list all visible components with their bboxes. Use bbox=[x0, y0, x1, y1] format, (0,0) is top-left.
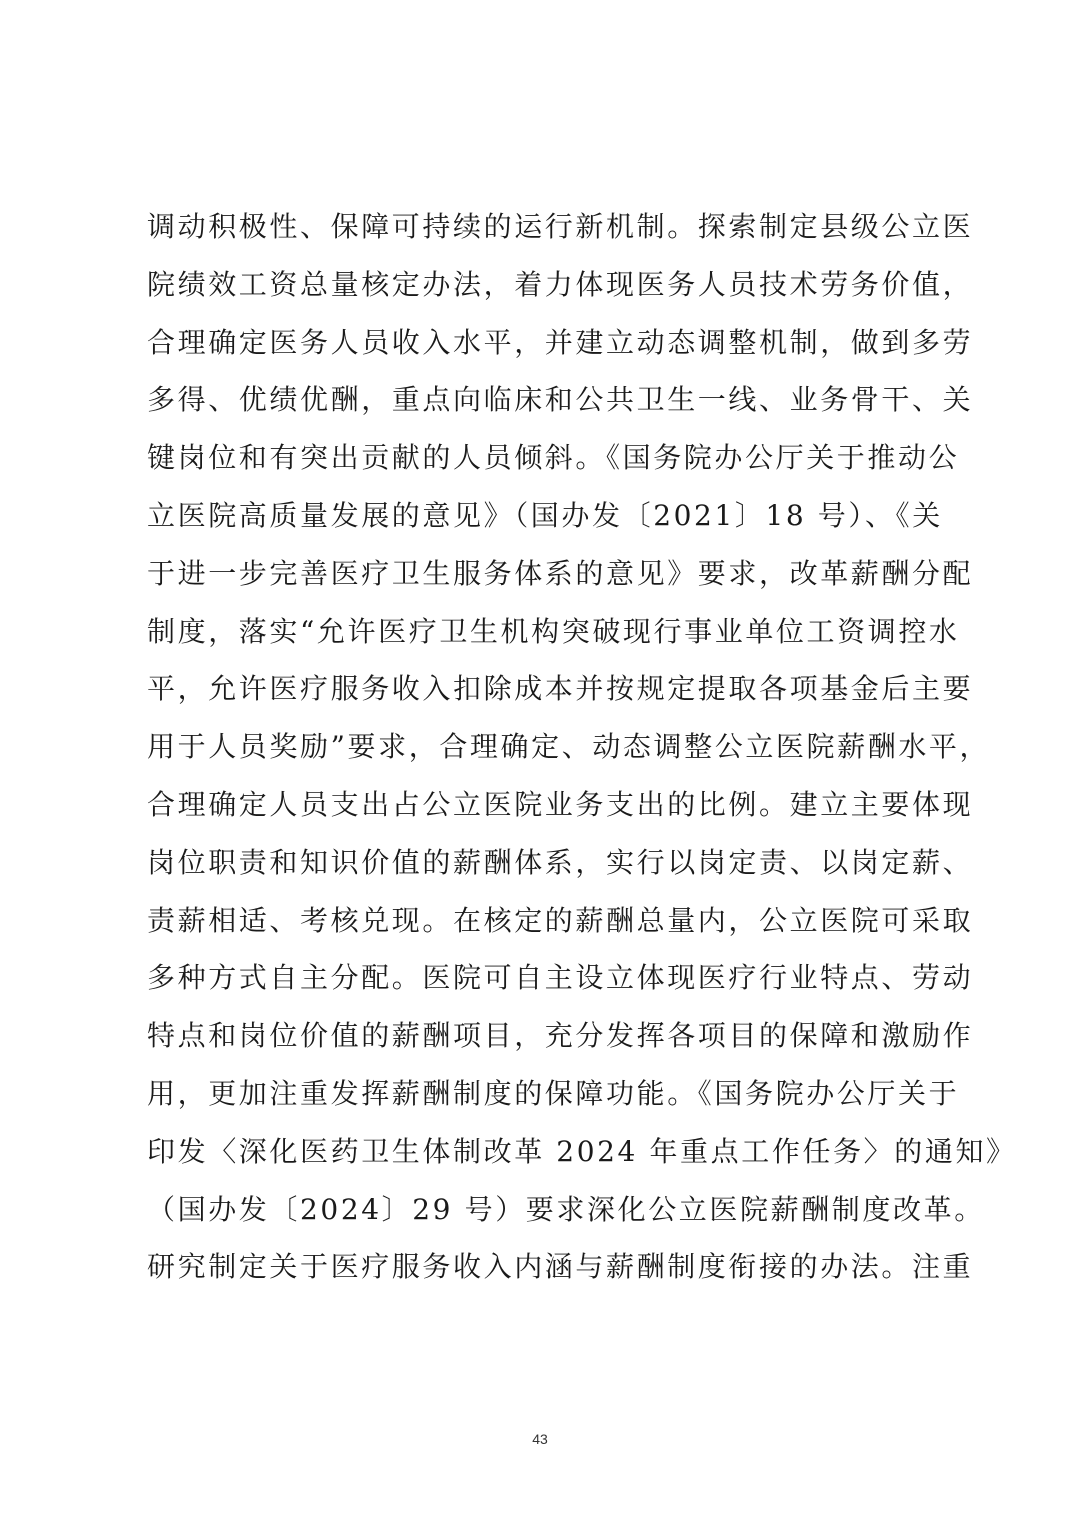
text-line: （国办发〔2024〕29 号）要求深化公立医院薪酬制度改革。 bbox=[147, 1192, 985, 1226]
text-line: 责薪相适、考核兑现。在核定的薪酬总量内，公立医院可采取 bbox=[147, 903, 974, 937]
text-line: 平，允许医疗服务收入扣除成本并按规定提取各项基金后主要 bbox=[147, 672, 974, 706]
text-line: 用，更加注重发挥薪酬制度的保障功能。《国务院办公厅关于 bbox=[147, 1076, 960, 1110]
body-text bbox=[147, 198, 1017, 1296]
text-line: 特点和岗位价值的薪酬项目，充分发挥各项目的保障和激励作 bbox=[147, 1019, 974, 1053]
text-line: 多得、优绩优酬，重点向临床和公共卫生一线、业务骨干、关 bbox=[147, 383, 974, 417]
text-line: 合理确定人员支出占公立医院业务支出的比例。建立主要体现 bbox=[147, 787, 974, 821]
text-line: 多种方式自主分配。医院可自主设立体现医疗行业特点、劳动 bbox=[147, 961, 974, 995]
text-line: 于进一步完善医疗卫生服务体系的意见》要求，改革薪酬分配 bbox=[147, 556, 974, 590]
text-line: 键岗位和有突出贡献的人员倾斜。《国务院办公厅关于推动公 bbox=[147, 441, 960, 475]
text-line: 院绩效工资总量核定办法，着力体现医务人员技术劳务价值， bbox=[147, 267, 974, 301]
text-line: 岗位职责和知识价值的薪酬体系，实行以岗定责、以岗定薪、 bbox=[147, 845, 974, 879]
text-line: 合理确定医务人员收入水平，并建立动态调整机制，做到多劳 bbox=[147, 325, 974, 359]
text-line: 调动积极性、保障可持续的运行新机制。探索制定县级公立医 bbox=[147, 210, 974, 243]
text-line: 制度，落实“允许医疗卫生机构突破现行事业单位工资调控水 bbox=[147, 614, 960, 648]
page-number: 43 bbox=[532, 1431, 548, 1447]
text-line: 立医院高质量发展的意见》（国办发〔2021〕18 号）、《关 bbox=[147, 498, 943, 532]
text-line: 用于人员奖励”要求，合理确定、动态调整公立医院薪酬水平， bbox=[147, 730, 991, 764]
text-line: 印发〈深化医药卫生体制改革 2024 年重点工作任务〉的通知》 bbox=[147, 1134, 1017, 1168]
text-line: 研究制定关于医疗服务收入内涵与薪酬制度衔接的办法。注重 bbox=[147, 1250, 974, 1284]
